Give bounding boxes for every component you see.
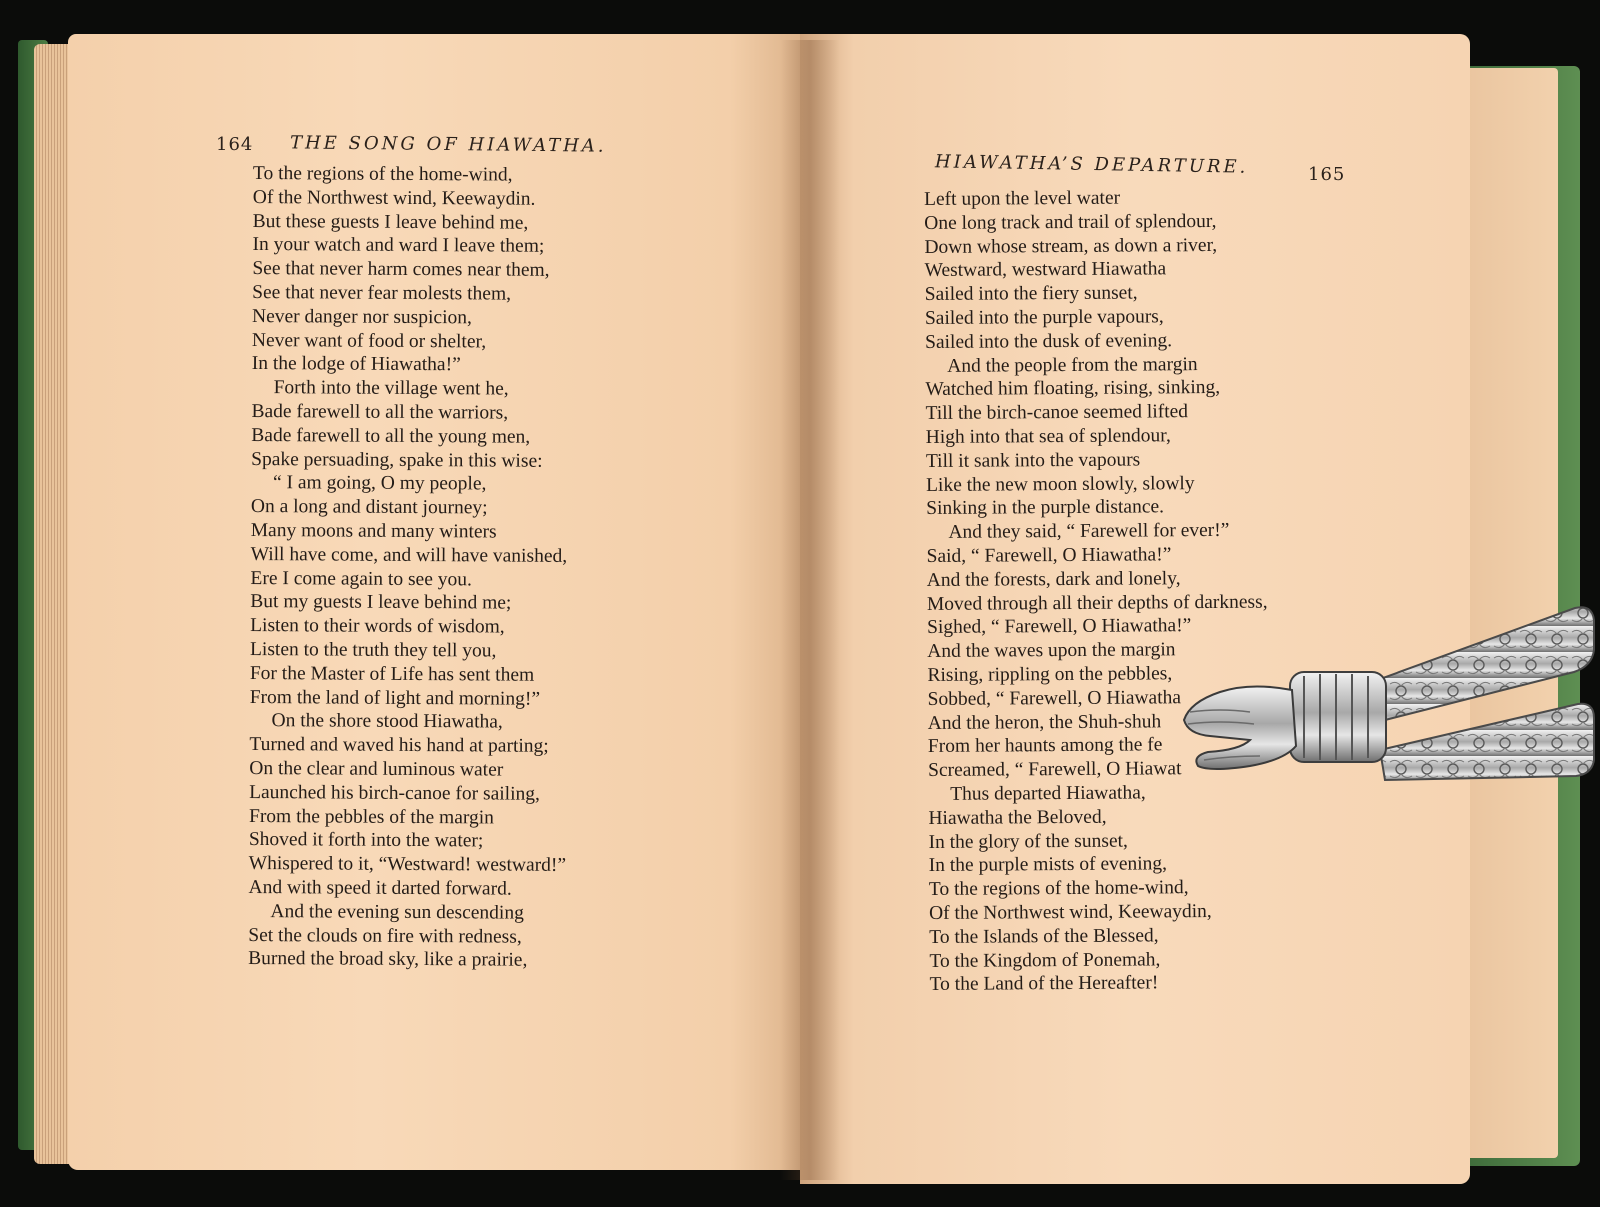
verse-line: To the Land of the Hereafter! — [929, 972, 1159, 996]
verse-line: And the people from the margin — [947, 353, 1198, 377]
verse-line: On a long and distant journey; — [250, 496, 488, 519]
verse-line: Forth into the village went he, — [273, 377, 509, 400]
verse-line: Sinking in the purple distance. — [926, 496, 1165, 520]
verse-line: Listen to the truth they tell you, — [249, 638, 497, 662]
verse-line: Of the Northwest wind, Keewaydin, — [928, 900, 1212, 924]
verse-line: Spake persuading, spake in this wise: — [251, 448, 543, 472]
verse-line: From the pebbles of the margin — [248, 805, 495, 828]
verse-line: And they said, “ Farewell for ever!” — [948, 520, 1230, 543]
verse-line: Listen to their words of wisdom, — [250, 615, 505, 638]
right-verse — [924, 186, 1270, 997]
verse-line: Rising, rippling on the pebbles, — [927, 663, 1173, 686]
verse-line: Moved through all their depths of darkness, — [926, 591, 1268, 615]
verse-line: Turned and waved his hand at parting; — [249, 734, 549, 757]
verse-line: From the land of light and morning!” — [249, 686, 541, 710]
verse-line: Hiawatha the Beloved, — [928, 806, 1107, 829]
verse-line: And the forests, dark and lonely, — [926, 567, 1181, 591]
left-running-head: THE SONG OF HIAWATHA. — [289, 132, 607, 157]
left-verse — [248, 162, 570, 973]
verse-line: In the lodge of Hiawatha!” — [251, 353, 461, 376]
verse-line: Sighed, “ Farewell, O Hiawatha!” — [926, 615, 1192, 639]
verse-line: One long track and trail of splendour, — [924, 210, 1217, 234]
verse-line: Sailed into the purple vapours, — [924, 306, 1164, 329]
verse-line: To the Kingdom of Ponemah, — [929, 948, 1161, 972]
verse-line: Sobbed, “ Farewell, O Hiawatha — [927, 686, 1182, 710]
verse-line: In the glory of the sunset, — [928, 830, 1128, 853]
verse-line: High into that sea of splendour, — [925, 425, 1171, 448]
verse-line: Left upon the level water — [924, 187, 1121, 210]
verse-line: Whispered to it, “Westward! westward!” — [248, 853, 567, 877]
verse-line: Bade farewell to all the warriors, — [251, 400, 509, 424]
verse-line: See that never fear molests them, — [252, 281, 512, 305]
verse-line: Burned the broad sky, like a prairie, — [248, 948, 528, 971]
verse-line: Bade farewell to all the young men, — [251, 424, 531, 448]
verse-line: To the regions of the home-wind, — [928, 877, 1189, 901]
verse-line: Sailed into the fiery sunset, — [924, 282, 1138, 306]
verse-line: For the Master of Life has sent them — [249, 662, 535, 686]
verse-line: But these guests I leave behind me, — [252, 210, 529, 234]
right-running-head: HIAWATHA’S DEPARTURE. — [934, 151, 1249, 178]
verse-line: Sailed into the dusk of evening. — [925, 330, 1173, 353]
verse-line: Ere I come again to see you. — [250, 567, 472, 590]
verse-line: But my guests I leave behind me; — [250, 591, 512, 614]
verse-line: Said, “ Farewell, O Hiawatha!” — [926, 544, 1172, 567]
verse-line: Till the birch-canoe seemed lifted — [925, 401, 1189, 425]
verse-line: In the purple mists of evening, — [928, 853, 1168, 877]
verse-line: To the Islands of the Blessed, — [929, 925, 1159, 948]
verse-line: Never want of food or shelter, — [251, 329, 487, 353]
verse-line: “ I am going, O my people, — [272, 472, 487, 495]
left-folio: 164 — [216, 134, 254, 155]
verse-line: Westward, westward Hiawatha — [924, 258, 1167, 282]
verse-line: Many moons and many winters — [250, 519, 497, 543]
verse-line: Never danger nor suspicion, — [251, 305, 472, 329]
verse-line: Set the clouds on fire with redness, — [248, 924, 522, 948]
verse-line: Like the new moon slowly, slowly — [926, 472, 1195, 496]
verse-line: Of the Northwest wind, Keewaydin. — [252, 186, 536, 210]
verse-line: Down whose stream, as down a river, — [924, 234, 1218, 258]
verse-line: And with speed it darted forward. — [248, 876, 512, 900]
verse-line: To the regions of the home-wind, — [252, 162, 513, 186]
verse-line: On the clear and luminous water — [249, 757, 504, 781]
verse-line: Thus departed Hiawatha, — [950, 782, 1146, 805]
verse-line: Till it sank into the vapours — [925, 449, 1141, 472]
book-gutter — [780, 40, 840, 1180]
verse-line: From her haunts among the fe — [927, 734, 1163, 758]
verse-line: Screamed, “ Farewell, O Hiawat — [927, 758, 1182, 782]
verse-line: In your watch and ward I leave them; — [252, 234, 545, 258]
verse-line: On the shore stood Hiawatha, — [271, 710, 503, 733]
verse-line: Launched his birch-canoe for sailing, — [249, 781, 540, 805]
verse-line: And the waves upon the margin — [927, 639, 1176, 663]
verse-line: See that never harm comes near them, — [252, 258, 550, 282]
verse-line: And the heron, the Shuh-shuh — [927, 710, 1162, 734]
verse-line: Watched him floating, rising, sinking, — [925, 377, 1221, 401]
right-folio: 165 — [1308, 164, 1346, 185]
verse-line: Shoved it forth into the water; — [248, 829, 484, 852]
verse-line: And the evening sun descending — [270, 900, 524, 924]
verse-line: Will have come, and will have vanished, — [250, 543, 568, 567]
silver-hand-bookmark-icon — [1180, 600, 1600, 800]
